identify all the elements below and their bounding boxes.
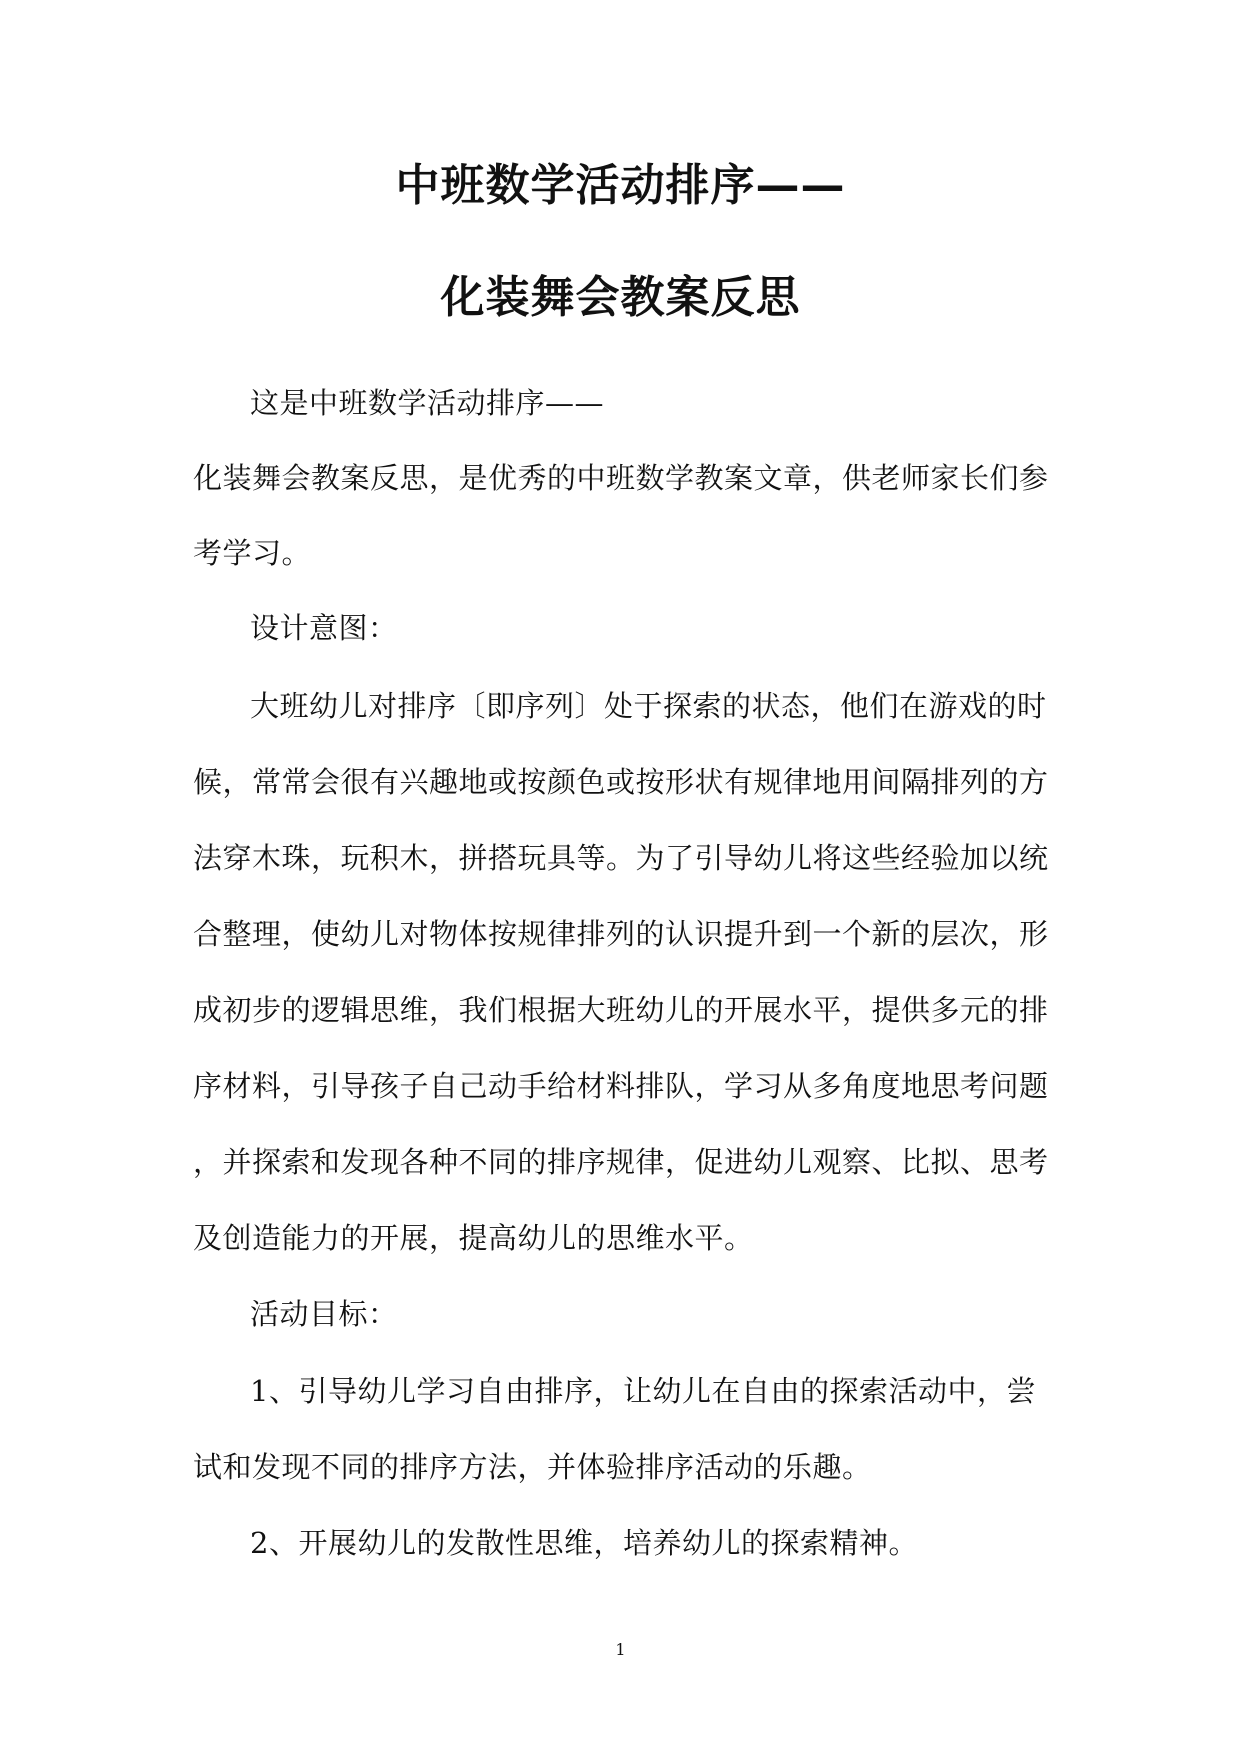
paragraph-line: ，并探索和发现各种不同的排序规律，促进幼儿观察、比拟、思考 [193,1145,1049,1179]
goal-line: 1、引导幼儿学习自由排序，让幼儿在自由的探索活动中，尝 [250,1374,1036,1408]
paragraph-line: 成初步的逻辑思维，我们根据大班幼儿的开展水平，提供多元的排 [193,993,1049,1027]
paragraph-line: 候，常常会很有兴趣地或按颜色或按形状有规律地用间隔排列的方 [193,765,1049,799]
goal-line: 试和发现不同的排序方法，并体验排序活动的乐趣。 [193,1450,872,1484]
paragraph-line: 法穿木珠，玩积木，拼搭玩具等。为了引导幼儿将这些经验加以统 [193,841,1049,875]
paragraph-line: 及创造能力的开展，提高幼儿的思维水平。 [193,1221,754,1255]
paragraph-line: 合整理，使幼儿对物体按规律排列的认识提升到一个新的层次，形 [193,917,1049,951]
paragraph-line: 大班幼儿对排序〔即序列〕处于探索的状态，他们在游戏的时 [250,689,1047,723]
goal-line: 2、开展幼儿的发散性思维，培养幼儿的探索精神。 [250,1526,918,1560]
section-heading-activity-goals: 活动目标： [250,1297,398,1331]
paragraph-line: 序材料，引导孩子自己动手给材料排队，学习从多角度地思考问题 [193,1069,1049,1103]
intro-line-3: 考学习。 [193,536,312,570]
section-heading-design-intent: 设计意图： [250,611,398,645]
document-title-line-2: 化装舞会教案反思 [440,272,801,323]
intro-line-1: 这是中班数学活动排序—— [250,386,605,420]
page-number: 1 [615,1640,626,1659]
document-title-line-1: 中班数学活动排序—— [395,160,846,211]
intro-line-2: 化装舞会教案反思，是优秀的中班数学教案文章，供老师家长们参 [193,461,1049,495]
